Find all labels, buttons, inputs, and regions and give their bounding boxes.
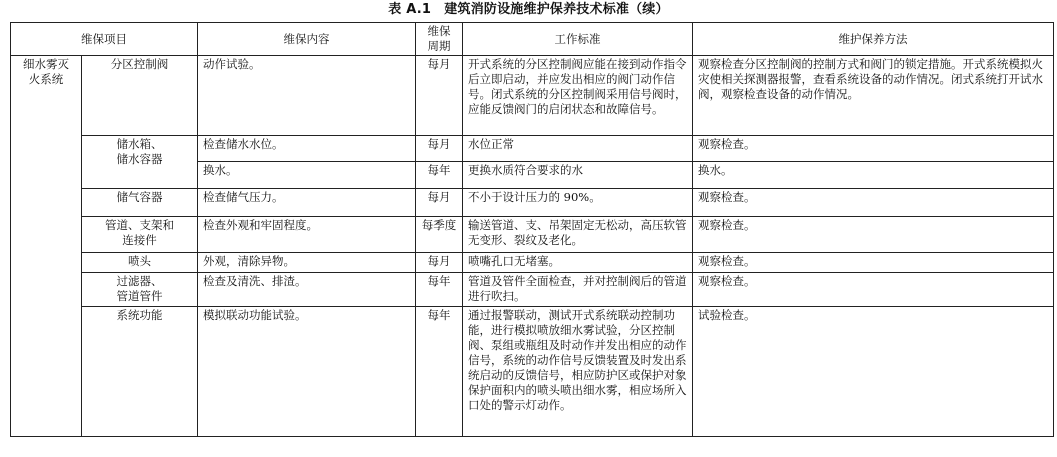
table-row: [11, 56, 1054, 136]
maintenance-standard-table: [10, 22, 1054, 437]
table-row: [11, 253, 1054, 273]
period-cell: 每月: [416, 136, 463, 162]
header-period: 维保 周期: [416, 23, 463, 56]
period-cell: 每季度: [416, 217, 463, 253]
standard-cell: 输送管道、支、吊架固定无松动，高压软管无变形、裂纹及老化。: [463, 217, 693, 253]
content-cell: 检查储水水位。: [198, 136, 416, 162]
header-row: [11, 23, 1054, 56]
standard-cell: 不小于设计压力的 90%。: [463, 189, 693, 217]
content-cell: 检查及清洗、排渣。: [198, 273, 416, 307]
header-standard: 工作标准: [463, 23, 693, 56]
period-cell: 每年: [416, 307, 463, 437]
period-cell: 每年: [416, 273, 463, 307]
content-cell: 模拟联动功能试验。: [198, 307, 416, 437]
method-cell: 观察检查分区控制阀的控制方式和阀门的锁定措施。开式系统模拟火灾使相关探测器报警，查看系统设备的动作情况。闭式系统打开试水阀，观察检查设备的动作情况。: [693, 56, 1054, 136]
method-cell: 观察检查。: [693, 136, 1054, 162]
content-cell: 检查外观和牢固程度。: [198, 217, 416, 253]
method-cell: 观察检查。: [693, 189, 1054, 217]
standard-cell: 管道及管件全面检查，并对控制阀后的管道进行吹扫。: [463, 273, 693, 307]
method-cell: 观察检查。: [693, 273, 1054, 307]
period-cell: 每年: [416, 162, 463, 189]
method-cell: 换水。: [693, 162, 1054, 189]
standard-cell: 通过报警联动，测试开式系统联动控制功能，进行模拟喷放细水雾试验，分区控制阀、泵组或瓶组及时动作并发出相应的动作信号，系统的动作信号反馈装置及时发出系统启动的反馈信号，相应防护区或保护对象保护面积内的喷头喷出细水雾，相应场所入口处的警示灯动作。: [463, 307, 693, 437]
standard-cell: 开式系统的分区控制阀应能在接到动作指令后立即启动，并应发出相应的阀门动作信号。闭式系统的分区控制阀采用信号阀时，应能反馈阀门的启闭状态和故障信号。: [463, 56, 693, 136]
sub-item-cell: 储气容器: [82, 189, 198, 217]
period-cell: 每月: [416, 253, 463, 273]
period-cell: 每月: [416, 56, 463, 136]
header-content: 维保内容: [198, 23, 416, 56]
table-caption: 表 A.1 建筑消防设施维护保养技术标准（续）: [388, 2, 669, 17]
content-cell: 换水。: [198, 162, 416, 189]
table-row: [11, 189, 1054, 217]
sub-item-cell: 分区控制阀: [82, 56, 198, 136]
method-cell: 试验检查。: [693, 307, 1054, 437]
table-row: [11, 307, 1054, 437]
header-method: 维护保养方法: [693, 23, 1054, 56]
sub-item-cell: 管道、支架和 连接件: [82, 217, 198, 253]
sub-item-cell: 过滤器、 管道管件: [82, 273, 198, 307]
method-cell: 观察检查。: [693, 217, 1054, 253]
standard-cell: 喷嘴孔口无堵塞。: [463, 253, 693, 273]
system-name-cell: 细水雾灭 火系统: [11, 56, 82, 437]
period-cell: 每月: [416, 189, 463, 217]
header-item: 维保项目: [11, 23, 198, 56]
table-row: [11, 273, 1054, 307]
sub-item-cell: 喷头: [82, 253, 198, 273]
method-cell: 观察检查。: [693, 253, 1054, 273]
content-cell: 动作试验。: [198, 56, 416, 136]
sub-item-cell: 储水箱、 储水容器: [82, 136, 198, 189]
standard-cell: 更换水质符合要求的水: [463, 162, 693, 189]
sub-item-cell: 系统功能: [82, 307, 198, 437]
content-cell: 检查储气压力。: [198, 189, 416, 217]
table-row: [11, 217, 1054, 253]
standard-cell: 水位正常: [463, 136, 693, 162]
table-row: [11, 136, 1054, 162]
content-cell: 外观，清除异物。: [198, 253, 416, 273]
